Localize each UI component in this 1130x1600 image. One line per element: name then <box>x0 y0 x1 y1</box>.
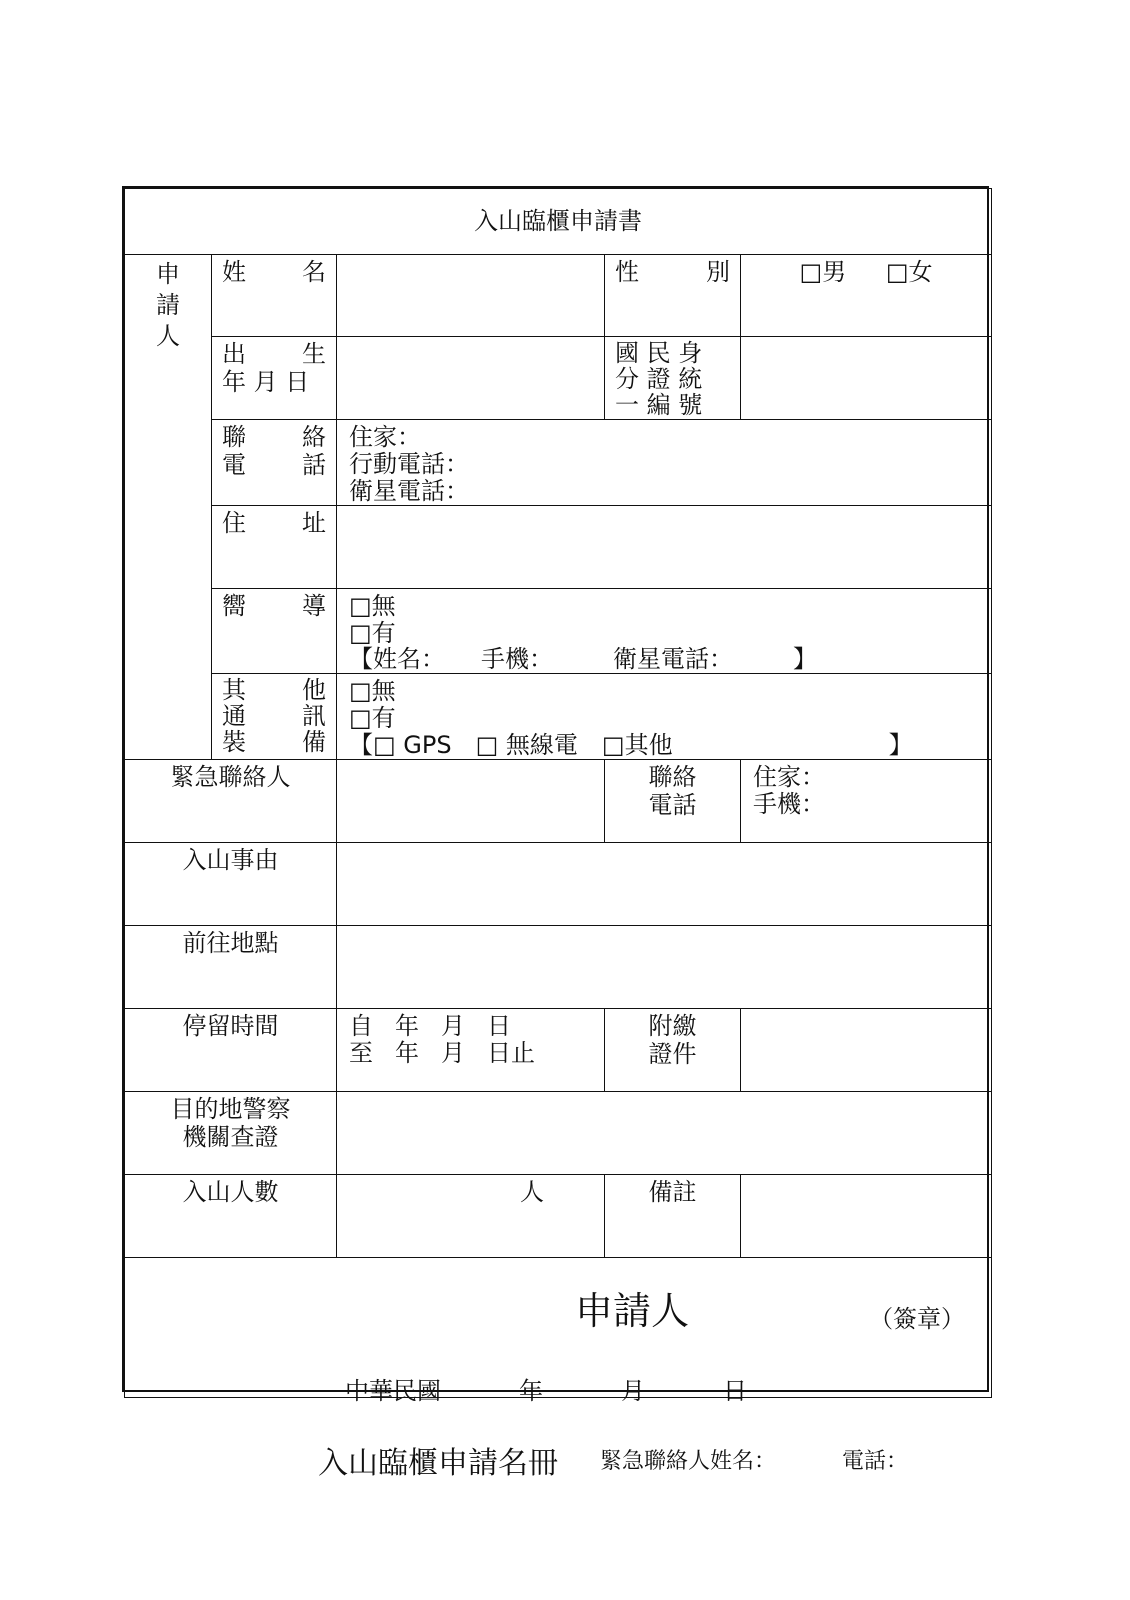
id-number-field[interactable] <box>741 337 992 420</box>
police-check-field[interactable] <box>337 1092 992 1175</box>
emergency-phone-field[interactable] <box>741 760 992 843</box>
birth-field[interactable] <box>337 337 605 420</box>
remark-field[interactable] <box>741 1175 992 1258</box>
destination-label: 前往地點 <box>125 926 337 1009</box>
other-comm-label: 其 他 通 訊 裝 備 <box>212 674 337 760</box>
home-phone-line: 住家： <box>349 423 421 451</box>
stay-time-field[interactable] <box>337 1009 605 1092</box>
address-label: 住 址 <box>212 505 337 588</box>
form-table <box>124 188 992 1406</box>
emergency-contact-field[interactable] <box>337 760 605 843</box>
people-count-label: 入山人數 <box>125 1175 337 1258</box>
emergency-mobile-line: 手機： <box>753 790 825 819</box>
signature-stamp-label: （簽章） <box>869 1305 966 1334</box>
name-label: 姓 名 <box>212 255 337 337</box>
people-unit: 人 <box>520 1178 544 1207</box>
roster-header <box>318 1438 978 1481</box>
stay-from-line: 自 年 月 日 <box>349 1012 511 1041</box>
stay-time-label: 停留時間 <box>125 1009 337 1092</box>
roster-contact-name-label: 緊急聯絡人姓名： <box>600 1449 777 1474</box>
comm-yes-checkbox[interactable]: □有 <box>349 704 396 733</box>
gender-options <box>741 255 992 337</box>
guide-details-line: 【姓名： 手機： 衛星電話： 】 <box>349 645 817 674</box>
satellite-phone-line: 衛星電話： <box>349 476 469 505</box>
guide-field[interactable] <box>337 588 992 674</box>
roster-title: 入山臨櫃申請名冊 <box>318 1446 558 1481</box>
emergency-contact-label: 緊急聯絡人 <box>125 760 337 843</box>
signature-title: 申請人 <box>575 1289 690 1334</box>
purpose-field[interactable] <box>337 843 992 926</box>
purpose-label: 入山事由 <box>125 843 337 926</box>
comm-devices-line: 【□ GPS □ 無線電 □其他 】 <box>349 731 913 759</box>
contact-phone-field[interactable] <box>337 420 992 506</box>
other-comm-field[interactable] <box>337 674 992 760</box>
mobile-phone-line: 行動電話： <box>349 449 469 478</box>
guide-label: 嚮 導 <box>212 588 337 674</box>
date-line: 中華民國 年 月 日 <box>345 1377 747 1406</box>
destination-field[interactable] <box>337 926 992 1009</box>
comm-none-checkbox[interactable]: □無 <box>349 677 396 706</box>
guide-yes-checkbox[interactable]: □有 <box>349 618 396 647</box>
guide-none-checkbox[interactable]: □無 <box>349 591 396 620</box>
address-field[interactable] <box>337 505 992 588</box>
police-check-label: 目的地警察 機關查證 <box>125 1092 337 1175</box>
attachment-field[interactable] <box>741 1009 992 1092</box>
name-field[interactable] <box>337 255 605 337</box>
attachment-label: 附繳 證件 <box>605 1009 741 1092</box>
application-form <box>122 186 989 1406</box>
contact-phone-label: 聯 絡 電 話 <box>212 420 337 506</box>
signature-area <box>125 1258 992 1406</box>
emergency-phone-label: 聯絡 電話 <box>605 760 741 843</box>
birth-label: 出 生 年 月 日 <box>212 337 337 420</box>
id-label: 國 民 身 分 證 統 一 編 號 <box>605 337 741 420</box>
gender-female-checkbox[interactable]: □女 <box>885 258 933 286</box>
emergency-home-line: 住家： <box>753 763 825 792</box>
form-title: 入山臨櫃申請書 <box>125 189 992 255</box>
remark-label: 備註 <box>605 1175 741 1258</box>
stay-to-line: 至 年 月 日止 <box>349 1039 535 1068</box>
gender-male-checkbox[interactable]: □男 <box>799 258 847 286</box>
people-count-field[interactable] <box>337 1175 605 1258</box>
applicant-group-label: 申 請 人 <box>125 255 212 760</box>
roster-phone-label: 電話： <box>842 1449 909 1474</box>
gender-label: 性 別 <box>605 255 741 337</box>
